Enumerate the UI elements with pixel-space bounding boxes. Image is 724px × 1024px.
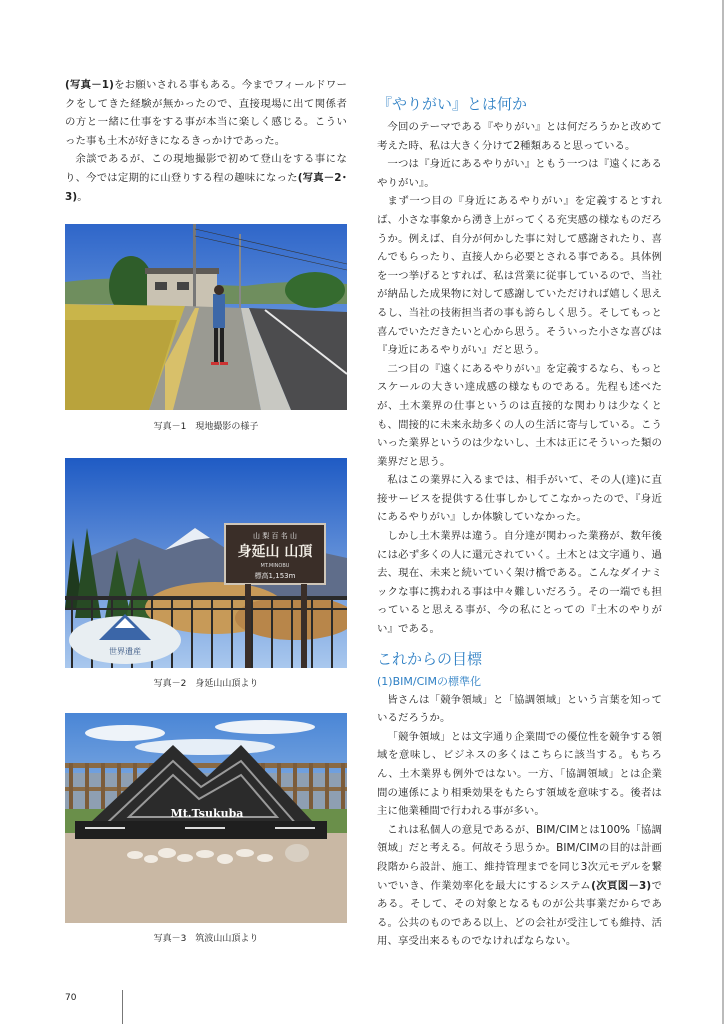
photo-1-image [65,224,347,410]
left-paragraph-2 [65,150,347,206]
photo-2-caption: 写真－2 身延山山頂より [153,679,259,689]
page-number: 70 [65,993,77,1003]
right-paragraph-4: 二つ目の『遠くにあるやりがい』を定義するなら、もっとスケールの大きい達成感の様なものである。先程も述べたが、土木業界の仕事というのは直接的な関わりは少なくとも、間接的に未来永劫多くの人の生活に寄与している。こういった業界というのは少ないし、土木は正にそういった類の業界だと思う。 [377,362,662,468]
paragraph-text: である。そして、その対象となるものが公共事業だからである。公共のものである以上、どの会社が受注しても維持、活用、享受出来るものでなければならない。 [377,879,662,948]
section-title-goals: これからの目標 [377,649,483,668]
photo-ref: (写真－1) [65,79,114,91]
photo-2-image [65,458,347,668]
sign-altitude-text: 標高1,153m [254,572,296,580]
right-paragraph-8: 「競争領域」とは文字通り企業間での優位性を競争する領域を意味し、ビジネスの多くはこちらに該当する。もちろん、土木業界も例外ではない。一方、「協調領域」とは企業間の連係により相乗効果をもたらす領域を意味する。後者は主に他業種間で行われる事が多い。 [377,730,662,818]
sign-top-text: 山 梨 百 名 山 [253,532,297,540]
footer-divider [122,990,123,1024]
left-column-text [65,76,347,206]
photo-3-tsukuba-summit [65,713,347,923]
photo-3-image [65,713,347,923]
section-title-yarigai: 『やりがい』とは何か [377,95,528,113]
photo-2-minobu-summit [65,458,347,668]
right-paragraph-6: しかし土木業界は違う。自分達が関わった業務が、数年後には必ず多くの人に還元されていく。土木とは文字通り、過去、現在、未来と続いていく架け橋である。こんなダイナミックな事に携われる事は中々難しいだろう。その一端でも担っていると思える事が、今の私にとっての『土木のやりがい』である。 [377,530,662,636]
left-paragraph-1 [65,76,347,150]
tsukuba-sign-text: Mt.Tsukuba [170,807,244,820]
sign-main-text: 身延山 山頂 [237,544,313,560]
heritage-text: 世界遺産 [109,647,141,656]
paragraph-tail: 。 [77,190,88,203]
right-paragraph-5: 私はこの業界に入るまでは、相手がいて、その人(達)に直接サービスを提供する仕事しかしてこなかったので、『身近にあるやりがい』しか体験していなかった。 [377,474,662,524]
right-column-text [377,94,662,951]
photo-ref: (写真－2･3) [65,171,347,203]
photo-1-field-shoot [65,224,347,410]
paragraph-text: をお願いされる事もある。今までフィールドワークをしてきた経験が無かったので、直接現場に出て関係者の方と一緒に仕事をする事が本当に楽しく感じる。こういった事も土木が好きになるきっかけであった。 [65,79,347,147]
paragraph-text: 余談であるが、この現地撮影で初めて登山をする事になり、今では定期的に山登りする程の趣味になった [65,153,347,184]
figure-ref: (次頁図－3) [591,879,652,892]
photo-1-caption: 写真－1 現地撮影の様子 [153,422,259,432]
paragraph-text: これは私個人の意見であるが、BIM/CIMとは100%「協調領域」だと考える。何故そう思うか。BIM/CIMの目的は計画段階から設計、施工、維持管理までを同じ3次元モデルを繋いでいき、作業効率化を最大にするシステム [377,823,662,892]
right-paragraph-2: 一つは『身近にあるやりがい』ともう一つは『遠くにあるやりがい』。 [377,158,662,189]
right-paragraph-3: まず一つ目の『身近にあるやりがい』を定義するとすれば、小さな事象から湧き上がってくる充実感の様なものだろうか。例えば、自分が何かした事に対して感謝されたり、喜んでもらったり、直接人から必要とされる事である。具体例を一つ挙げるとすれば、私は営業に従事しているので、当社が納品した成果物に対して感謝していただければ嬉しく思えるし、当社の技術担当者の事も誇らしく思う。そしてもっと喜んでいただきたいと心から思う。そういった小さな喜びは『身近にあるやりがい』だと思う。 [377,195,662,357]
sign-roman-text: MT.MINOBU [260,563,290,569]
section-gap [377,639,662,649]
photo-3-caption: 写真－3 筑波山山頂より [153,934,259,944]
right-paragraph-9 [377,821,662,951]
right-paragraph-7: 皆さんは「競争領域」と「協調領域」という言葉を知っているだろうか。 [377,693,662,725]
right-paragraph-1: 今回のテーマである『やりがい』とは何だろうかと改めて考えた時、私は大きく分けて2種類あると思っている。 [377,121,662,152]
subsection-title-bim-cim: (1)BIM/CIMの標準化 [377,674,481,688]
